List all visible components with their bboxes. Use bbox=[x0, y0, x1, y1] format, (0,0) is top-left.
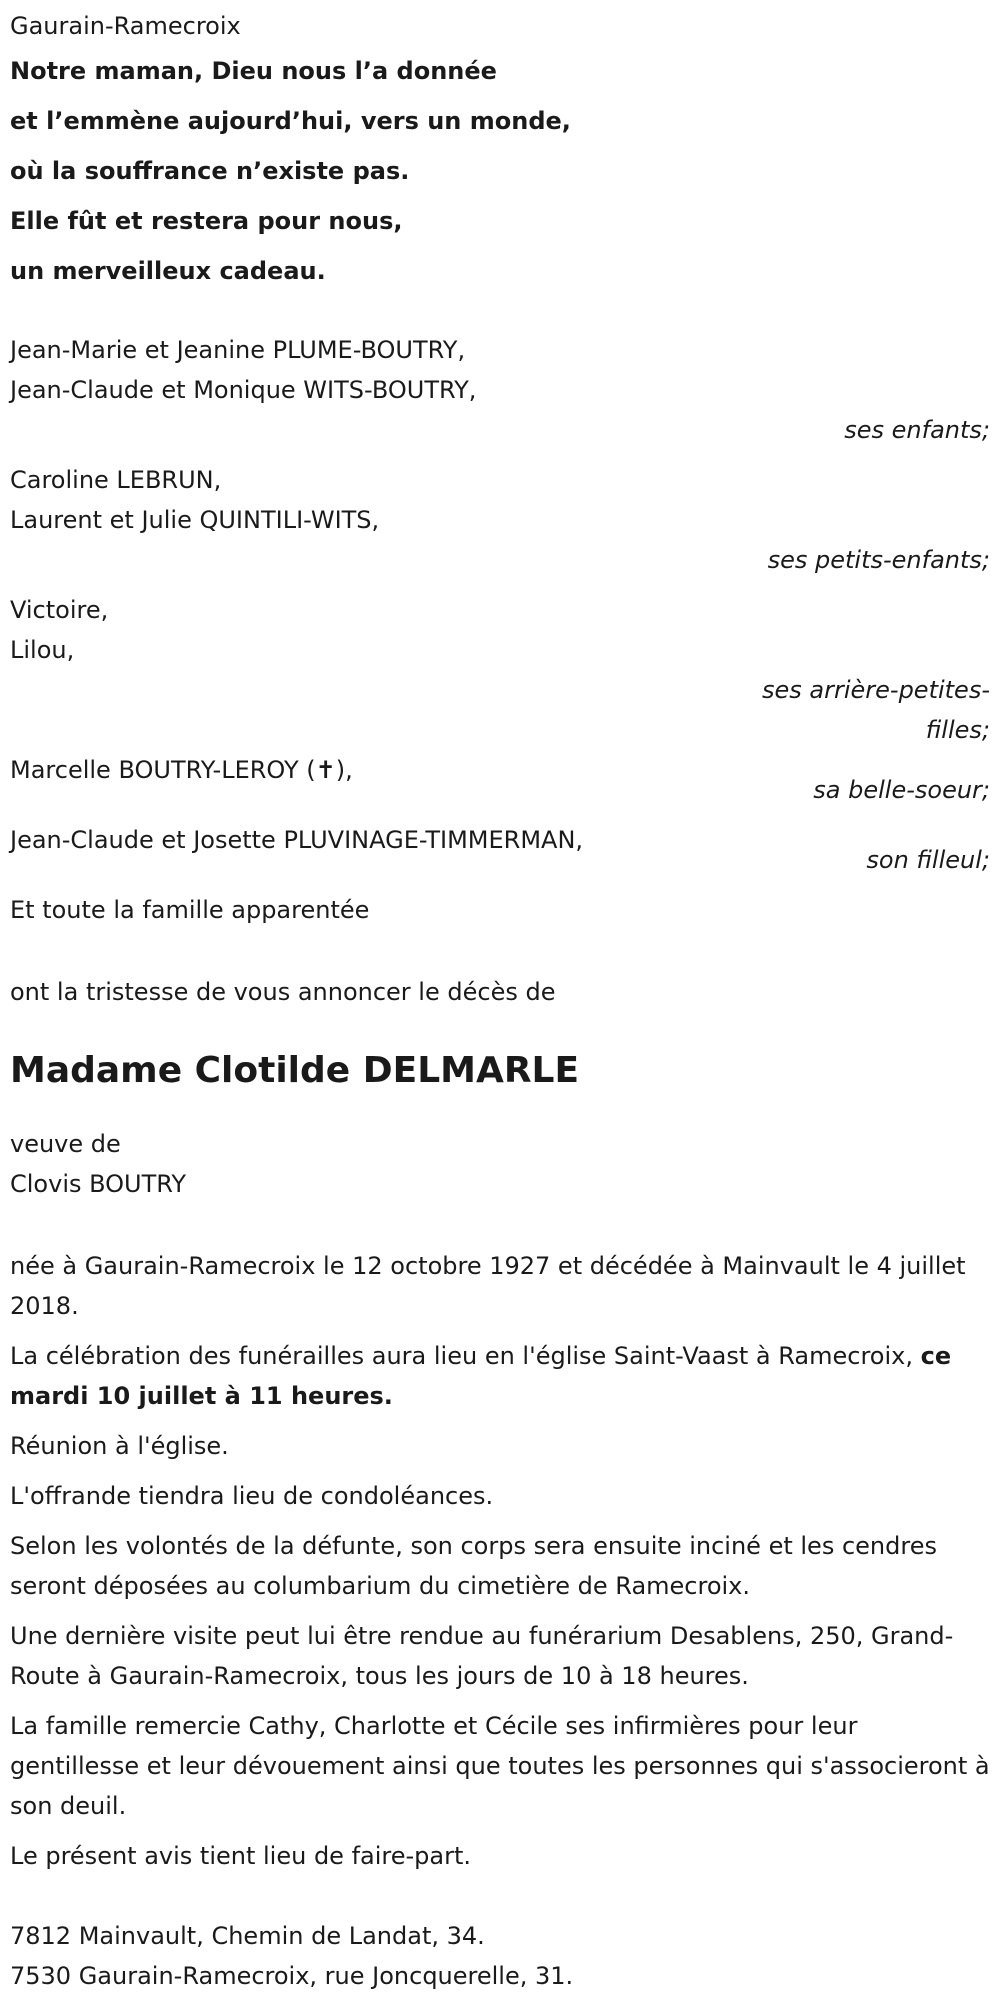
funeral-text: La célébration des funérailles aura lieu en l'église Saint-Vaast à Ramecroix, bbox=[10, 1342, 913, 1370]
family-member: Caroline LEBRUN, bbox=[10, 466, 222, 494]
poem bbox=[10, 46, 990, 296]
meeting-text: Réunion à l'église. bbox=[10, 1432, 229, 1460]
spouse-name: Clovis BOUTRY bbox=[10, 1170, 187, 1198]
family-group-great-grandchildren bbox=[10, 590, 990, 750]
family-member: Victoire, bbox=[10, 596, 109, 624]
funeral-date: ce mardi 10 juillet à 11 heures. bbox=[10, 1342, 952, 1410]
widow-of-label: veuve de bbox=[10, 1130, 121, 1158]
family-list bbox=[10, 330, 990, 930]
family-role: sa belle-soeur; bbox=[813, 776, 990, 804]
family-member: Jean-Claude et Monique WITS-BOUTRY, bbox=[10, 376, 477, 404]
birth-death-text: née à Gaurain-Ramecroix le 12 octobre 1927 et décédée à Mainvault le 4 juillet 2018. bbox=[10, 1252, 966, 1320]
family-role: ses arrière-petites-filles; bbox=[762, 676, 990, 744]
family-role: ses petits-enfants; bbox=[767, 546, 990, 574]
family-group-godson bbox=[10, 820, 990, 880]
address-line: 7812 Mainvault, Chemin de Landat, 34. bbox=[10, 1922, 485, 1950]
family-extended: Et toute la famille apparentée bbox=[10, 896, 370, 924]
poem-line: Notre maman, Dieu nous l’a donnée bbox=[10, 57, 497, 85]
address-line: 7530 Gaurain-Ramecroix, rue Joncquerelle, 31. bbox=[10, 1962, 574, 1990]
poem-line: et l’emmène aujourd’hui, vers un monde, bbox=[10, 107, 571, 135]
addresses bbox=[10, 1916, 990, 1996]
poem-line: un merveilleux cadeau. bbox=[10, 257, 326, 285]
family-member: Lilou, bbox=[10, 636, 75, 664]
funeral-paragraph bbox=[10, 1336, 990, 1416]
family-group-children bbox=[10, 330, 990, 450]
family-role: ses enfants; bbox=[844, 416, 990, 444]
visit-text: Une dernière visite peut lui être rendue au funérarium Desablens, 250, Grand-Route à Gaurain-Ramecroix, tous les jours de 10 à 18 heures. bbox=[10, 1622, 954, 1690]
town-name: Gaurain-Ramecroix bbox=[10, 12, 241, 40]
notice-text: Le présent avis tient lieu de faire-part. bbox=[10, 1842, 472, 1870]
poem-line: où la souffrance n’existe pas. bbox=[10, 157, 410, 185]
family-member: Marcelle BOUTRY-LEROY (✝), bbox=[10, 756, 353, 784]
family-role: son filleul; bbox=[866, 846, 990, 874]
thanks-text: La famille remercie Cathy, Charlotte et Cécile ses infirmières pour leur gentillesse et leur dévouement ainsi que toutes les personnes qui s'associeront à son deuil. bbox=[10, 1712, 990, 1820]
family-member: Jean-Claude et Josette PLUVINAGE-TIMMERMAN, bbox=[10, 826, 584, 854]
family-member: Jean-Marie et Jeanine PLUME-BOUTRY, bbox=[10, 336, 466, 364]
family-member: Laurent et Julie QUINTILI-WITS, bbox=[10, 506, 380, 534]
poem-line: Elle fût et restera pour nous, bbox=[10, 207, 403, 235]
family-group-grandchildren bbox=[10, 460, 990, 580]
family-group-sister-in-law bbox=[10, 750, 990, 810]
announcement-text: ont la tristesse de vous annoncer le décès de bbox=[10, 978, 556, 1006]
deceased-name: Madame Clotilde DELMARLE bbox=[10, 1050, 580, 1091]
cremation-text: Selon les volontés de la défunte, son corps sera ensuite inciné et les cendres seront déposées au columbarium du cimetière de Ramecroix. bbox=[10, 1532, 937, 1600]
offering-text: L'offrande tiendra lieu de condoléances. bbox=[10, 1482, 494, 1510]
